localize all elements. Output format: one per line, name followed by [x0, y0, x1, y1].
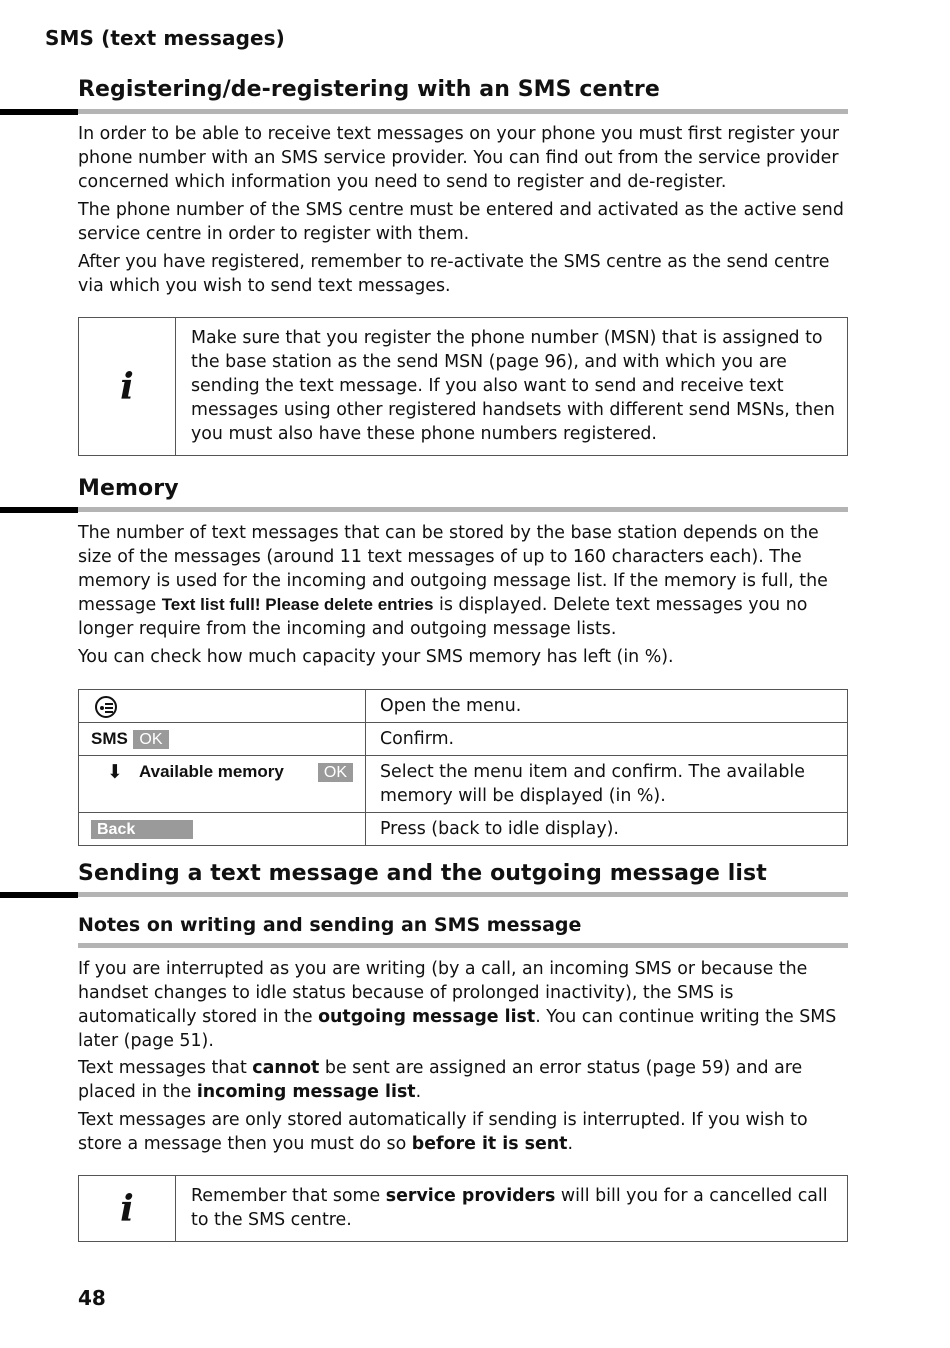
section-heading-memory: Memory: [78, 476, 179, 501]
step-description: Select the menu item and confirm. The available memory will be displayed (in %).: [366, 756, 848, 813]
ok-softkey: OK: [133, 730, 168, 749]
paragraph: After you have registered, remember to re-activate the SMS centre as the send centre via which you wish to send text messages.: [78, 252, 830, 296]
table-row: [79, 690, 848, 723]
paragraph: Text messages that cannot be sent are assigned an error status (page 59) and are placed in the incoming message list.: [78, 1058, 803, 1102]
ok-softkey: OK: [318, 763, 353, 782]
paragraph: The number of text messages that can be stored by the base station depends on the size of the messages (around 11 text messages of up to 160 characters each). The memory is used for the incoming and outgoing message list. If the memory is full, the message Text list full! Please delete entries is displayed. Delete text messages you no longer require from the incoming and outgoing message lists.: [78, 523, 828, 639]
menu-item-label: SMS: [91, 729, 128, 748]
page-number: 48: [78, 1286, 106, 1310]
table-row: [79, 723, 848, 756]
table-row: [79, 756, 848, 813]
step-description: Open the menu.: [366, 690, 848, 723]
info-note: [78, 317, 848, 456]
back-softkey: Back: [91, 820, 193, 839]
paragraph: You can check how much capacity your SMS memory has left (in %).: [78, 647, 674, 667]
info-icon: i: [120, 1187, 134, 1230]
info-note-text: Make sure that you register the phone number (MSN) that is assigned to the base station as the send MSN (page 96), and with which you are sending the text message. If you also want to send and receive text messages using other registered handsets with different send MSNs, then you must also have these phone numbers registered.: [191, 328, 835, 444]
menu-item-label: Available memory: [139, 762, 284, 781]
section-heading-registering: Registering/de-registering with an SMS centre: [78, 77, 660, 102]
menu-key-icon: [95, 696, 117, 718]
paragraph: The phone number of the SMS centre must be entered and activated as the active send service centre in order to register with them.: [78, 200, 844, 244]
table-row: [79, 813, 848, 846]
paragraph: Text messages are only stored automatically if sending is interrupted. If you wish to store a message then you must do so before it is sent.: [78, 1110, 808, 1154]
subsection-rule: [78, 943, 848, 948]
section-rule: [0, 507, 848, 516]
section-heading-sending: Sending a text message and the outgoing message list: [78, 861, 767, 886]
section-rule: [0, 109, 848, 118]
down-arrow-icon: ⬇: [107, 761, 123, 783]
info-note-text: Remember that some service providers will bill you for a cancelled call to the SMS centre.: [191, 1186, 828, 1230]
section-rule: [0, 892, 848, 901]
step-description: Press (back to idle display).: [366, 813, 848, 846]
paragraph: If you are interrupted as you are writing (by a call, an incoming SMS or because the handset changes to idle status because of prolonged inactivity), the SMS is automatically stored in the outgoing message list. You can continue writing the SMS later (page 51).: [78, 959, 837, 1051]
step-description: Confirm.: [366, 723, 848, 756]
info-note: [78, 1175, 848, 1242]
subsection-heading: Notes on writing and sending an SMS message: [78, 914, 582, 936]
running-head: SMS (text messages): [45, 26, 285, 50]
display-text: Text list full! Please delete entries: [161, 595, 434, 614]
steps-table: [78, 689, 848, 846]
info-icon: i: [120, 365, 134, 408]
paragraph: In order to be able to receive text messages on your phone you must first register your phone number with an SMS service provider. You can find out from the service provider concerned which information you need to send to register and de-register.: [78, 124, 840, 192]
